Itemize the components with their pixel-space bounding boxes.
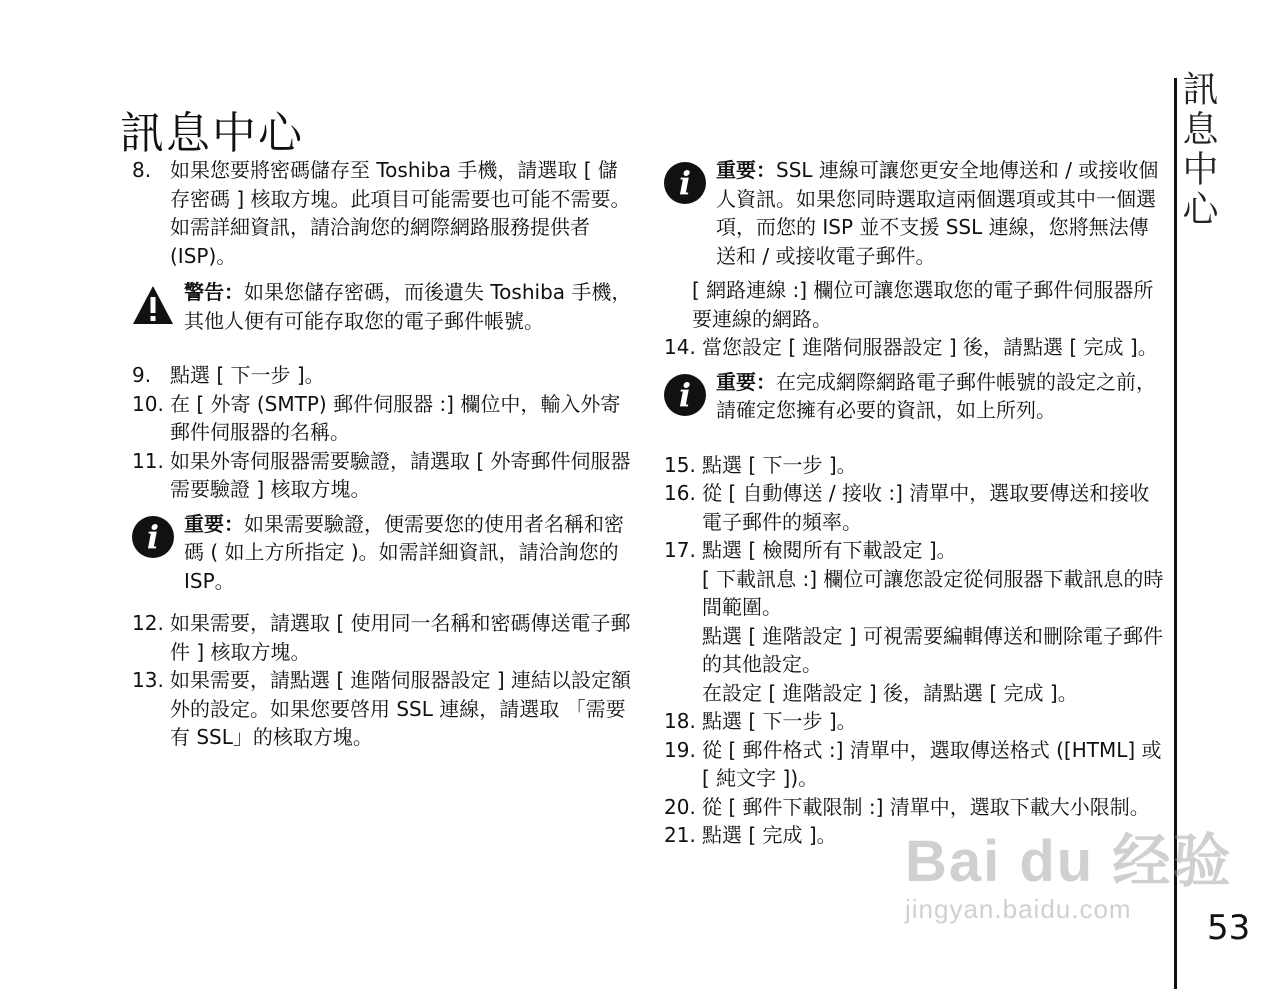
step-text: 點選 [ 檢閱所有下載設定 ]。 (702, 538, 957, 562)
network-connection-text: [ 網路連線 :] 欄位可讓您選取您的電子郵件伺服器所要連線的網路。 (692, 278, 1154, 331)
left-column (132, 156, 632, 752)
step-text: 當您設定 [ 進階伺服器設定 ] 後，請點選 [ 完成 ]。 (702, 335, 1158, 359)
important-text: 在完成網際網路電子郵件帳號的設定之前，請確定您擁有必要的資訊，如上所列。 (716, 369, 1156, 422)
step-17 (664, 536, 1168, 565)
step-text: 如果需要，請選取 [ 使用同一名稱和密碼傳送電子郵件 ] 核取方塊。 (170, 611, 631, 664)
step-10 (132, 390, 632, 447)
step-number: 18. (664, 709, 696, 733)
step-number: 15. (664, 452, 696, 477)
warning-text: 如果您儲存密碼，而後遺失 Toshiba 手機，其他人便有可能存取您的電子郵件帳號。 (184, 280, 632, 333)
step-number: 8. (132, 158, 152, 182)
step-8 (132, 156, 632, 270)
important-text: SSL 連線可讓您更安全地傳送和 / 或接收個人資訊。如果您同時選取這兩個選項或其中一個選項，而您的 ISP 並不支援 SSL 連線，您將無法傳送和 / 或接收電子郵件。 (716, 158, 1159, 268)
important-label: 重要： (184, 511, 244, 536)
step-text: 從 [ 自動傳送 / 接收 :] 清單中，選取要傳送和接收電子郵件的頻率。 (702, 481, 1150, 534)
step-number: 10. (132, 391, 164, 416)
step-number: 20. (664, 794, 696, 819)
warning-note (132, 278, 632, 335)
step-detail-text: 點選 [ 進階設定 ] 可視需要編輯傳送和刪除電子郵件的其他設定。 (702, 623, 1164, 676)
important-label: 重要： (716, 158, 776, 182)
watermark-logo: Bai du 经验 (905, 829, 1233, 894)
step-text: 如果需要，請點選 [ 進階伺服器設定 ] 連結以設定額外的設定。如果您要啓用 SSL 連線，請選取 「需要有 SSL」的核取方塊。 (170, 668, 632, 749)
step-text: 點選 [ 下一步 ]。 (702, 709, 857, 733)
step-17-detail-advanced (664, 622, 1168, 679)
step-detail-text: [ 下載訊息 :] 欄位可讓您設定從伺服器下載訊息的時間範圍。 (702, 566, 1164, 619)
step-text: 點選 [ 下一步 ]。 (702, 452, 857, 477)
step-16 (664, 479, 1168, 536)
page-number: 53 (1207, 908, 1251, 948)
step-text: 點選 [ 下一步 ]。 (170, 363, 325, 387)
step-text: 從 [ 郵件格式 :] 清單中，選取傳送格式 ([HTML] 或 [ 純文字 ])。 (702, 737, 1162, 790)
step-9 (132, 361, 632, 390)
important-note-info (664, 368, 1168, 425)
info-circle-icon: i (664, 374, 706, 416)
side-tab-title: 訊息中心 (1177, 70, 1218, 230)
baidu-watermark (905, 830, 1232, 924)
step-number: 13. (132, 668, 164, 692)
right-column (664, 156, 1168, 850)
step-11 (132, 447, 632, 504)
step-detail-text: 在設定 [ 進階設定 ] 後，請點選 [ 完成 ]。 (702, 680, 1078, 705)
step-number: 16. (664, 481, 696, 505)
step-20 (664, 793, 1168, 822)
step-number: 14. (664, 335, 696, 359)
step-text: 在 [ 外寄 (SMTP) 郵件伺服器 :] 欄位中，輸入外寄郵件伺服器的名稱。 (170, 391, 621, 444)
page-title: 訊息中心 (120, 108, 304, 160)
important-note-ssl (664, 156, 1168, 270)
step-text: 從 [ 郵件下載限制 :] 清單中，選取下載大小限制。 (702, 794, 1150, 819)
important-note-auth (132, 510, 632, 596)
warning-triangle-icon (132, 284, 174, 326)
info-circle-icon: i (664, 162, 706, 204)
step-number: 17. (664, 538, 696, 562)
step-17-detail-download (664, 565, 1168, 622)
step-18 (664, 707, 1168, 736)
step-15 (664, 451, 1168, 480)
step-17-detail-finish (664, 679, 1168, 708)
step-number: 21. (664, 823, 696, 847)
info-circle-icon: i (132, 516, 174, 558)
important-label: 重要： (716, 369, 776, 394)
step-text: 如果外寄伺服器需要驗證，請選取 [ 外寄郵件伺服器需要驗證 ] 核取方塊。 (170, 448, 631, 501)
warning-label: 警告： (184, 280, 244, 304)
important-text: 如果需要驗證，便需要您的使用者名稱和密碼 ( 如上方所指定 )。如需詳細資訊，請洽詢您的 ISP。 (184, 511, 624, 593)
step-12 (132, 609, 632, 666)
watermark-url: jingyan.baidu.com (905, 894, 1132, 924)
step-number: 9. (132, 363, 152, 387)
step-13 (132, 666, 632, 752)
step-number: 19. (664, 737, 696, 762)
step-14 (664, 333, 1168, 362)
step-text: 如果您要將密碼儲存至 Toshiba 手機，請選取 [ 儲存密碼 ] 核取方塊。此項目可能需要也可能不需要。如需詳細資訊，請洽詢您的網際網路服務提供者 (ISP)。 (170, 158, 631, 268)
step-19 (664, 736, 1168, 793)
step-text: 點選 [ 完成 ]。 (702, 823, 837, 847)
step-number: 11. (132, 448, 164, 473)
step-number: 12. (132, 611, 164, 635)
